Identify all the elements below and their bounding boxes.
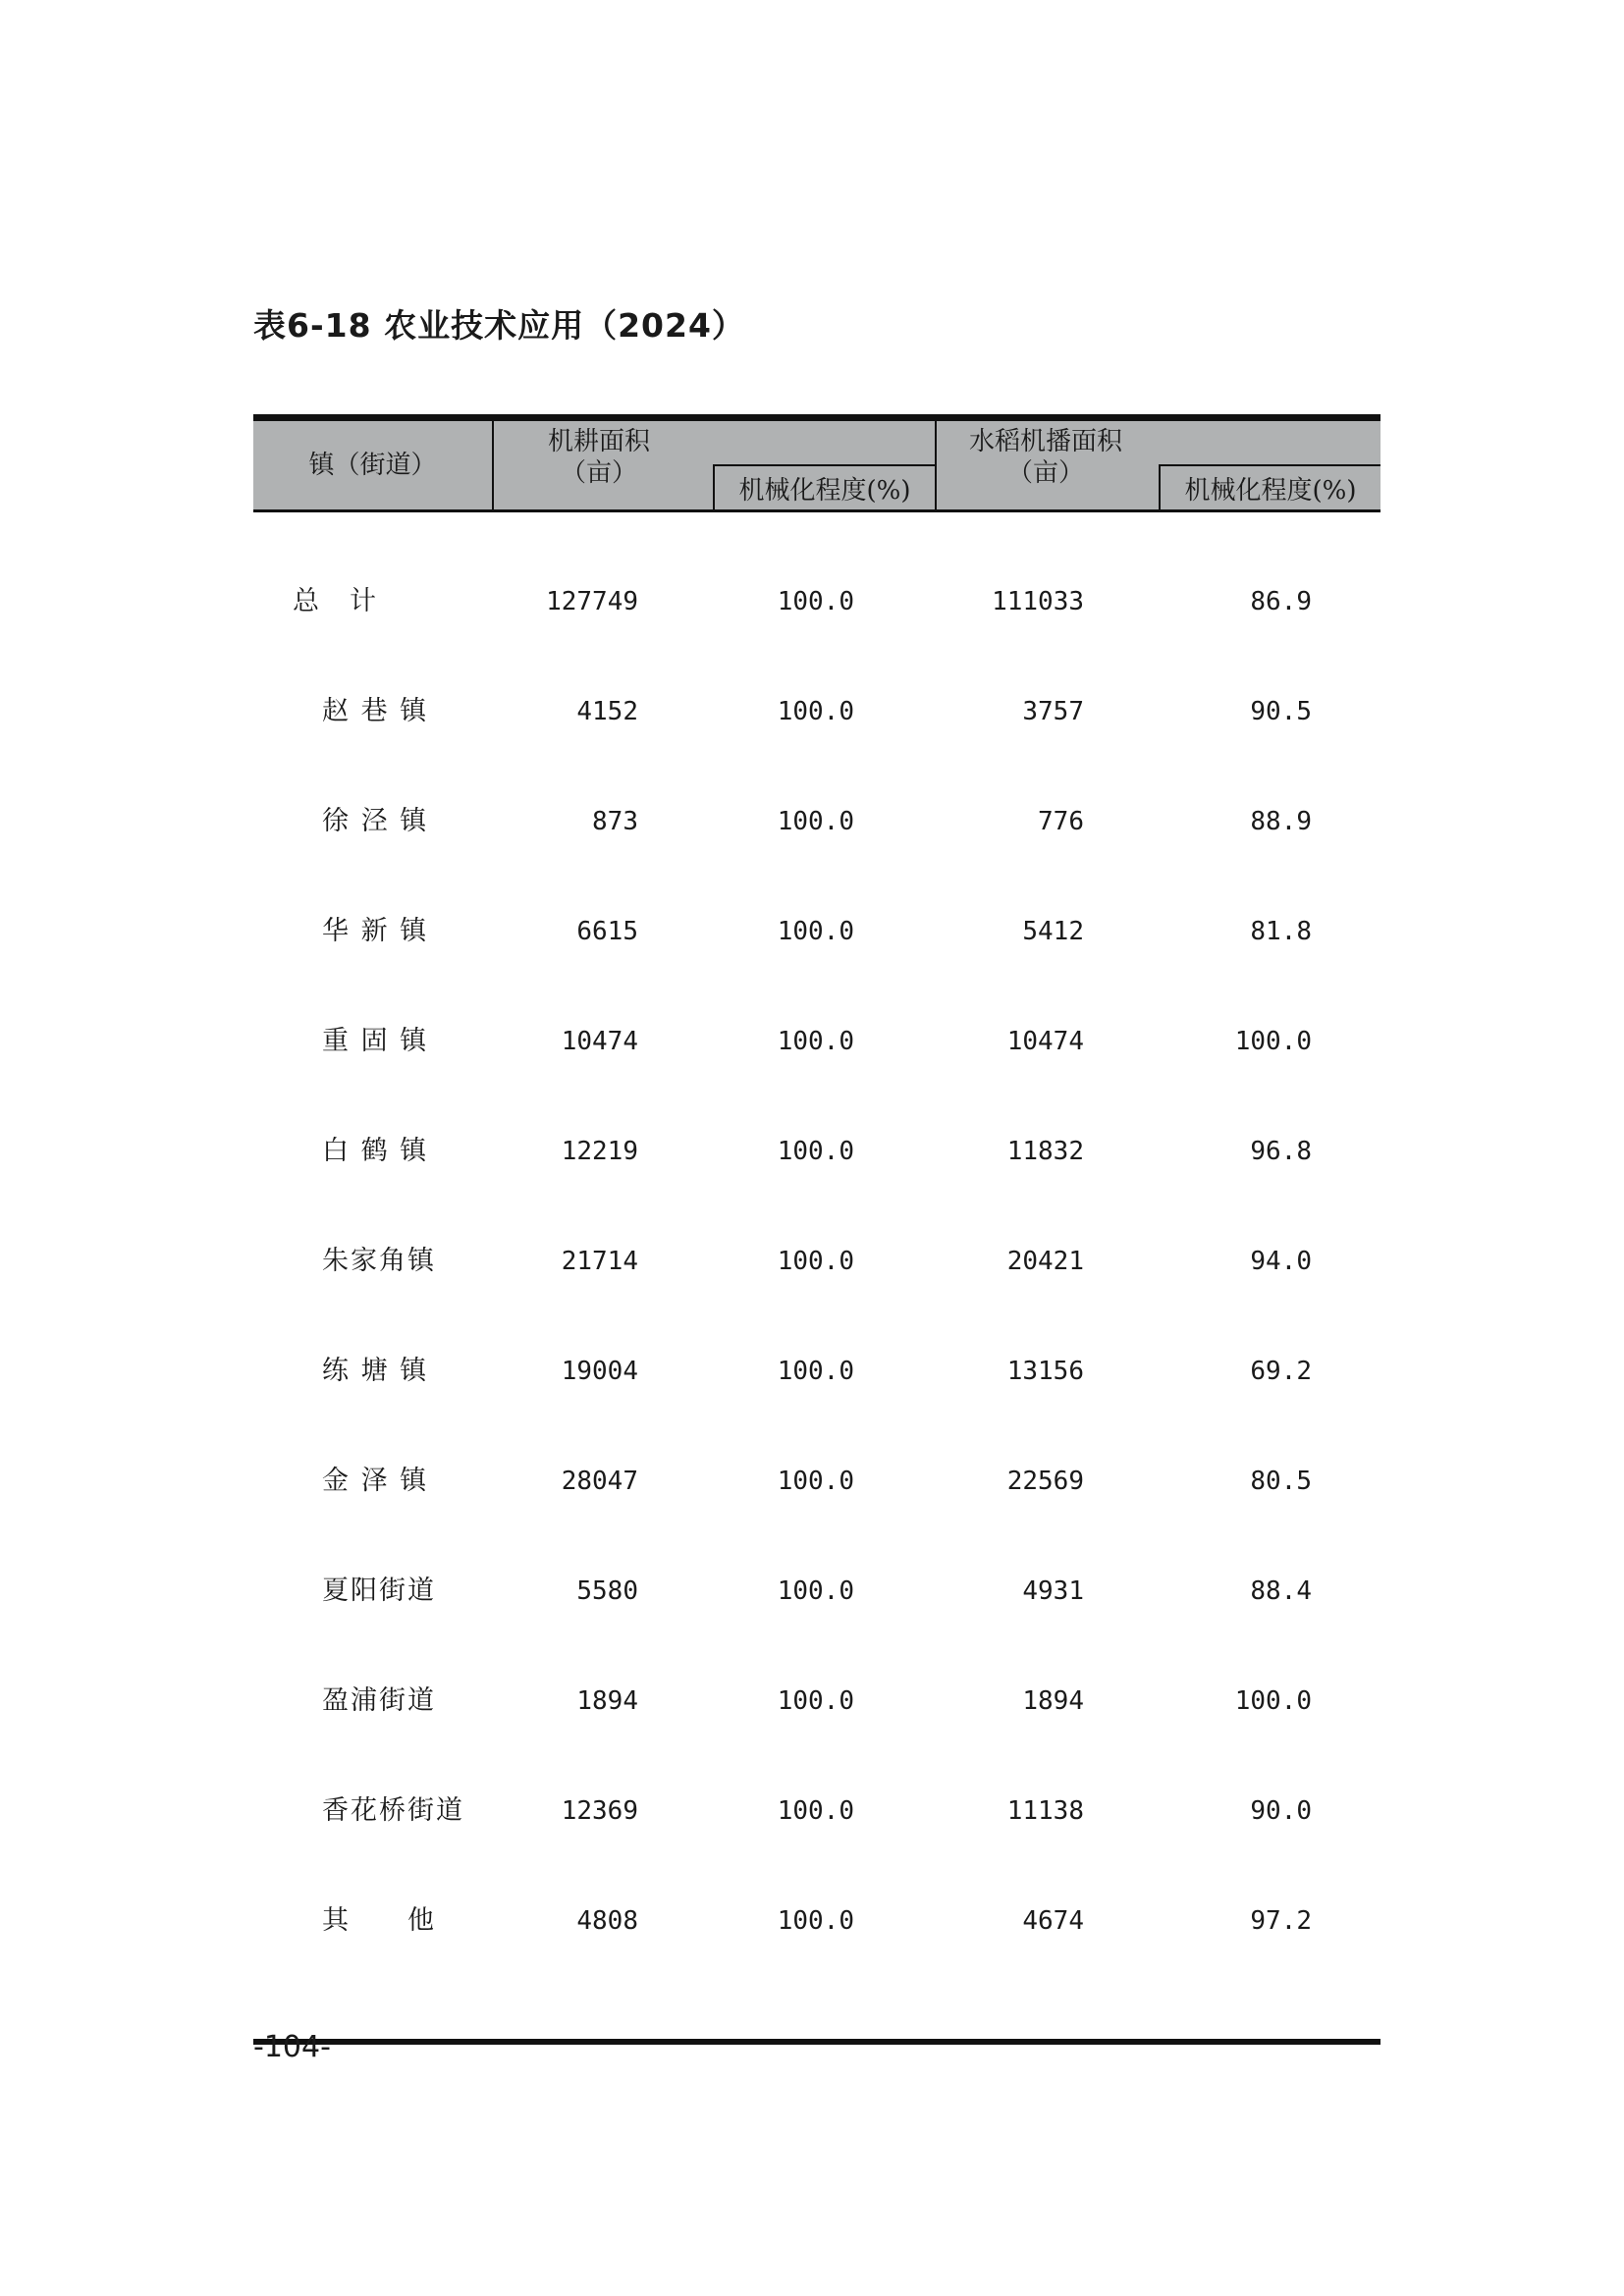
row-plow-mech: 100.0	[777, 1137, 854, 1166]
row-rice-mech: 69.2	[1250, 1357, 1312, 1386]
row-name: 盈浦街道	[322, 1685, 436, 1716]
row-rice-mech: 88.4	[1250, 1576, 1312, 1606]
row-name: 白 鹤 镇	[322, 1136, 429, 1166]
row-name: 徐 泾 镇	[322, 806, 429, 836]
row-plow-area: 12369	[561, 1796, 638, 1826]
table-bottom-rule	[253, 2039, 1380, 2045]
row-name: 其 他	[322, 1905, 436, 1936]
row-rice-area: 5412	[1022, 917, 1084, 946]
header-rice-unit: （亩）	[1006, 458, 1084, 488]
table-row	[253, 687, 1380, 736]
row-name: 总 计	[293, 586, 378, 616]
header-rice-area: 水稻机播面积	[968, 427, 1122, 456]
row-name: 练 塘 镇	[322, 1356, 429, 1386]
row-plow-mech: 100.0	[777, 697, 854, 726]
row-plow-area: 4808	[576, 1906, 638, 1936]
table-row	[253, 1677, 1380, 1726]
row-plow-area: 4152	[576, 697, 638, 726]
row-rice-area: 4931	[1022, 1576, 1084, 1606]
row-plow-area: 10474	[561, 1027, 638, 1056]
header-town: 镇（街道）	[308, 451, 437, 480]
table-row-total	[253, 577, 1380, 626]
row-plow-mech: 100.0	[777, 1357, 854, 1386]
row-rice-mech: 97.2	[1250, 1906, 1312, 1936]
row-plow-mech: 100.0	[777, 1467, 854, 1496]
table-header	[253, 421, 1380, 509]
row-plow-mech: 100.0	[777, 1906, 854, 1936]
row-plow-area: 21714	[561, 1247, 638, 1276]
row-rice-area: 1894	[1022, 1686, 1084, 1716]
page-title: 表6-18 农业技术应用（2024）	[253, 306, 745, 345]
table-row	[253, 1896, 1380, 1946]
header-rice-mech-box	[1159, 464, 1380, 509]
row-rice-area: 111033	[992, 587, 1084, 616]
row-name: 赵 巷 镇	[322, 696, 429, 726]
row-plow-area: 6615	[576, 917, 638, 946]
row-rice-area: 11138	[1006, 1796, 1084, 1826]
row-plow-mech: 100.0	[777, 1796, 854, 1826]
header-rice-mech: 机械化程度(%)	[1184, 475, 1357, 506]
row-rice-area: 20421	[1006, 1247, 1084, 1276]
row-rice-mech: 94.0	[1250, 1247, 1312, 1276]
row-rice-mech: 86.9	[1250, 587, 1312, 616]
row-plow-area: 12219	[561, 1137, 638, 1166]
row-plow-mech: 100.0	[777, 807, 854, 836]
row-rice-area: 776	[1038, 807, 1084, 836]
table-row	[253, 1567, 1380, 1616]
header-plow-mech: 机械化程度(%)	[738, 475, 911, 506]
page-number: -104-	[253, 2030, 331, 2064]
table-row	[253, 907, 1380, 956]
row-plow-mech: 100.0	[777, 587, 854, 616]
row-rice-area: 4674	[1022, 1906, 1084, 1936]
row-rice-mech: 96.8	[1250, 1137, 1312, 1166]
row-plow-area: 5580	[576, 1576, 638, 1606]
row-rice-area: 10474	[1006, 1027, 1084, 1056]
row-rice-area: 3757	[1022, 697, 1084, 726]
row-name: 夏阳街道	[322, 1575, 436, 1606]
row-name: 华 新 镇	[322, 916, 429, 946]
table-row	[253, 1457, 1380, 1506]
row-rice-mech: 90.5	[1250, 697, 1312, 726]
row-plow-mech: 100.0	[777, 1247, 854, 1276]
row-name: 金 泽 镇	[322, 1466, 429, 1496]
header-plow-area: 机耕面积	[547, 427, 650, 456]
table-row	[253, 1127, 1380, 1176]
table-row	[253, 1017, 1380, 1066]
row-rice-area: 13156	[1006, 1357, 1084, 1386]
row-rice-mech: 100.0	[1234, 1686, 1312, 1716]
row-rice-area: 22569	[1006, 1467, 1084, 1496]
row-plow-mech: 100.0	[777, 1576, 854, 1606]
header-plow-mech-box	[713, 464, 935, 509]
row-rice-mech: 100.0	[1234, 1027, 1312, 1056]
table-top-rule	[253, 414, 1380, 421]
row-plow-area: 19004	[561, 1357, 638, 1386]
row-rice-mech: 81.8	[1250, 917, 1312, 946]
table-row	[253, 1347, 1380, 1396]
table-row	[253, 1237, 1380, 1286]
row-plow-area: 873	[592, 807, 638, 836]
table-body	[253, 512, 1380, 2039]
row-rice-area: 11832	[1006, 1137, 1084, 1166]
table-row	[253, 797, 1380, 846]
row-plow-mech: 100.0	[777, 1027, 854, 1056]
row-plow-area: 1894	[576, 1686, 638, 1716]
row-name: 朱家角镇	[322, 1246, 436, 1276]
row-rice-mech: 90.0	[1250, 1796, 1312, 1826]
agri-tech-table	[253, 414, 1380, 2045]
table-row	[253, 1787, 1380, 1836]
row-plow-area: 127749	[546, 587, 638, 616]
row-name: 香花桥街道	[322, 1795, 464, 1826]
row-name: 重 固 镇	[322, 1026, 429, 1056]
row-plow-mech: 100.0	[777, 917, 854, 946]
row-plow-area: 28047	[561, 1467, 638, 1496]
row-rice-mech: 88.9	[1250, 807, 1312, 836]
header-plow-unit: （亩）	[560, 458, 637, 488]
row-plow-mech: 100.0	[777, 1686, 854, 1716]
row-rice-mech: 80.5	[1250, 1467, 1312, 1496]
